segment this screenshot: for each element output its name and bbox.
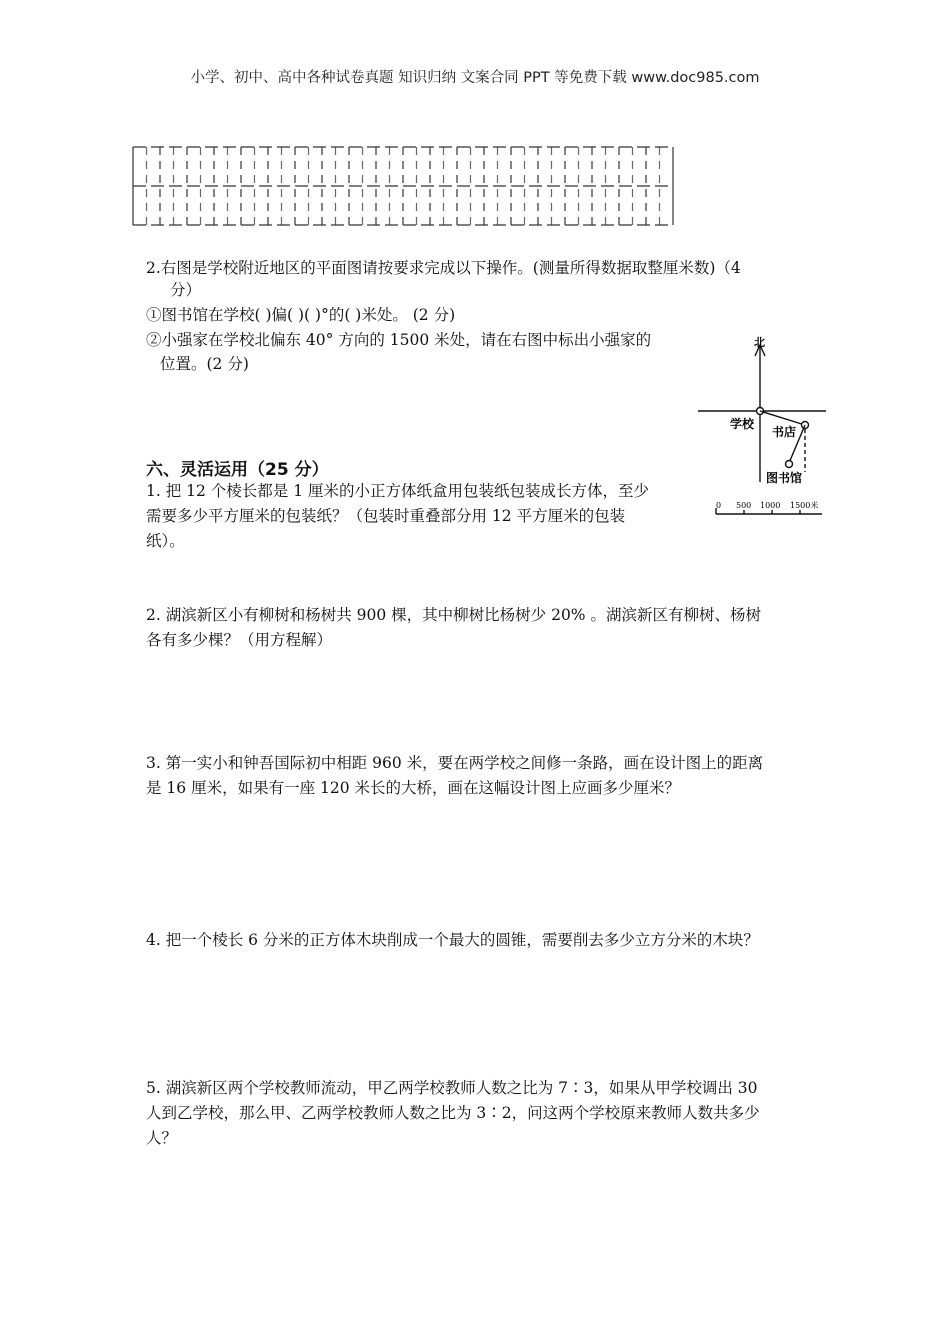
s6-q2-line2: 各有多少棵？（用方程解）	[146, 631, 333, 649]
s6-q5-line2: 人到乙学校，那么甲、乙两学校教师人数之比为 3∶2，问这两个学校原来教师人数共多少	[146, 1104, 760, 1122]
s6-q5-line3: 人？	[146, 1129, 178, 1147]
q2-item2a: ②小强家在学校北偏东 40° 方向的 1500 米处，请在右图中标出小强家的	[146, 331, 652, 349]
s6-q2-line1: 2. 湖滨新区小有柳树和杨树共 900 棵，其中柳树比杨树少 20% 。湖滨新区有柳树、杨树	[146, 606, 761, 624]
q2-line1: 2.右图是学校附近地区的平面图请按要求完成以下操作。(测量所得数据取整厘米数)（4	[146, 259, 741, 277]
s6-q4-line1: 4. 把一个棱长 6 分米的正方体木块削成一个最大的圆锥，需要削去多少立方分米的木块？	[146, 931, 759, 949]
library-point	[786, 461, 793, 468]
s6-q1-line1: 1. 把 12 个棱长都是 1 厘米的小正方体纸盒用包装纸包装成长方体，至少	[146, 482, 650, 500]
page-header: 小学、初中、高中各种试卷真题 知识归纳 文案合同 PPT 等免费下载 www.doc985.com	[190, 70, 760, 86]
q2-item1: ①图书馆在学校( )偏( )( )°的( )米处。 (2 分)	[146, 306, 456, 324]
scale-label-1500: 1500米	[790, 501, 819, 510]
section-6-title: 六、灵活运用（25 分）	[146, 460, 329, 480]
north-label: 北	[754, 336, 765, 349]
q2-item2b: 位置。(2 分)	[160, 355, 249, 373]
location-map	[694, 332, 834, 522]
s6-q3-line1: 3. 第一实小和钟吾国际初中相距 960 米，要在两学校之间修一条路，画在设计图上的距离	[146, 754, 764, 772]
writing-grid	[132, 146, 674, 226]
scale-label-0: 0	[716, 501, 722, 510]
s6-q1-line2: 需要多少平方厘米的包装纸？（包装时重叠部分用 12 平方厘米的包装	[146, 507, 626, 525]
scale-label-1000: 1000	[760, 501, 781, 510]
q2-line1b: 分）	[170, 281, 202, 299]
s6-q3-line2: 是 16 厘米，如果有一座 120 米长的大桥，画在这幅设计图上应画多少厘米？	[146, 779, 681, 797]
s6-q1-line3: 纸）。	[146, 532, 185, 550]
school-bookstore-line	[760, 411, 805, 425]
scale-label-500: 500	[736, 501, 752, 510]
bookstore-label: 书店	[772, 425, 797, 439]
school-label: 学校	[730, 417, 755, 431]
library-label: 图书馆	[766, 471, 803, 485]
s6-q5-line1: 5. 湖滨新区两个学校教师流动，甲乙两学校教师人数之比为 7∶3，如果从甲学校调出 30	[146, 1079, 758, 1097]
